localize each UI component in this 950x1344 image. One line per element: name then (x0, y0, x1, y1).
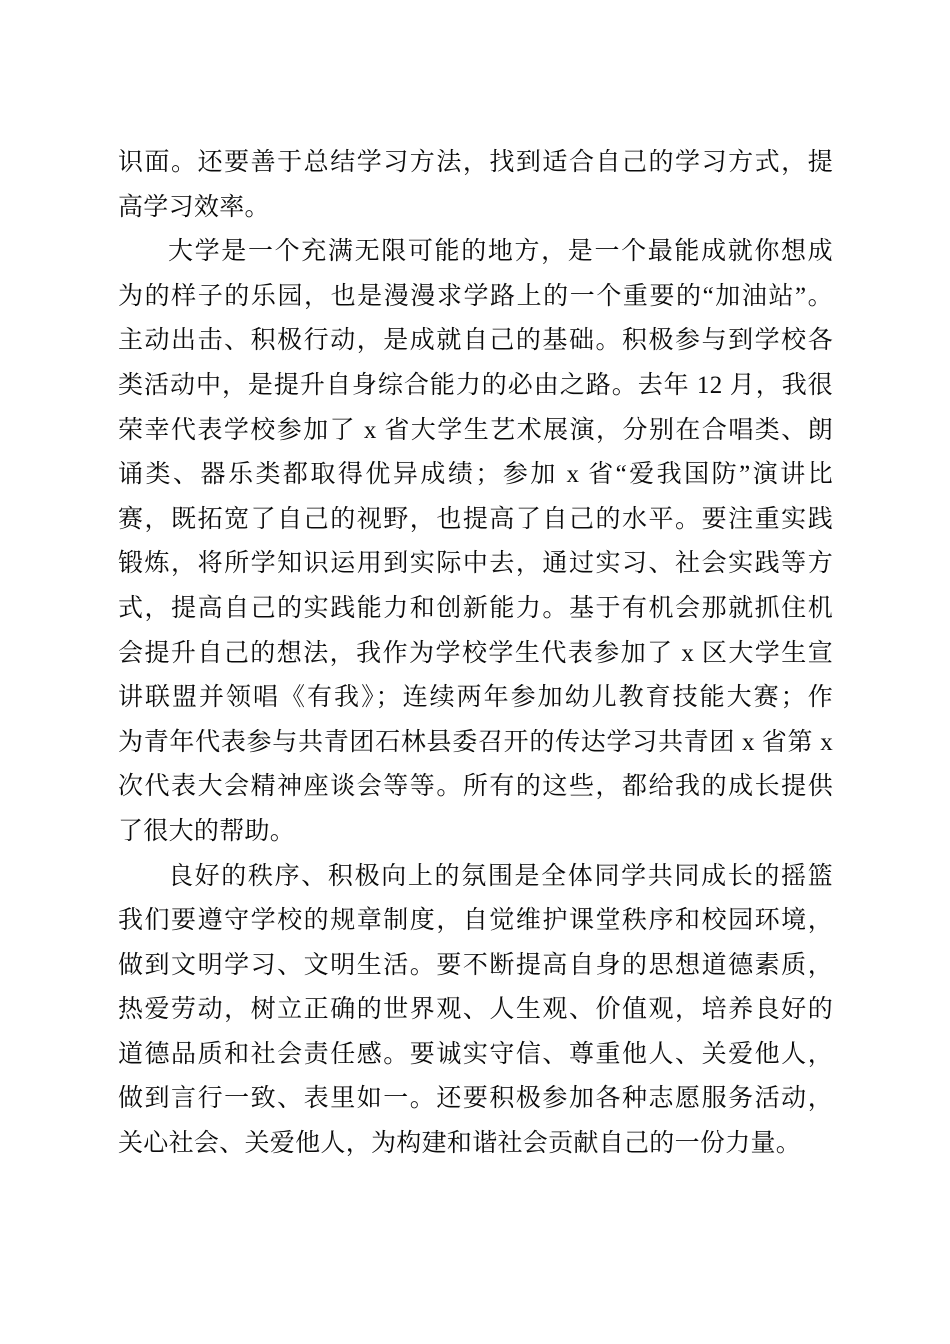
text-line: 为青年代表参与共青团石林县委召开的传达学习共青团 x 省第 x (118, 728, 833, 756)
text-line: 为的样子的乐园，也是漫漫求学路上的一个重要的“加油站”。 (118, 282, 833, 310)
text-line: 讲联盟并领唱《有我》；连续两年参加幼儿教育技能大赛；作 (118, 684, 833, 712)
text-line: 高学习效率。 (118, 193, 270, 221)
text-line: 热爱劳动，树立正确的世界观、人生观、价值观，培养良好的 (118, 996, 833, 1024)
text-line: 荣幸代表学校参加了 x 省大学生艺术展演，分别在合唱类、朗 (118, 416, 833, 444)
paragraph (118, 141, 833, 230)
text-line: 主动出击、积极行动，是成就自己的基础。积极参与到学校各 (118, 327, 833, 355)
text-line: 式，提高自己的实践能力和创新能力。基于有机会那就抓住机 (118, 594, 833, 622)
text-line: 大学是一个充满无限可能的地方，是一个最能成就你想成 (168, 238, 833, 266)
text-line: 诵类、器乐类都取得优异成绩；参加 x 省“爱我国防”演讲比 (118, 461, 833, 489)
text-line: 关心社会、关爱他人，为构建和谐社会贡献自己的一份力量。 (118, 1130, 802, 1158)
text-line: 良好的秩序、积极向上的氛围是全体同学共同成长的摇篮 (168, 862, 833, 890)
document-text-block (118, 141, 833, 1167)
text-line: 了很大的帮助。 (118, 817, 296, 845)
text-line: 做到文明学习、文明生活。要不断提高自身的思想道德素质， (118, 951, 833, 979)
paragraph (118, 855, 833, 1167)
text-line: 类活动中，是提升自身综合能力的必由之路。去年 12 月，我很 (118, 371, 833, 399)
text-line: 会提升自己的想法，我作为学校学生代表参加了 x 区大学生宣 (118, 639, 833, 667)
text-line: 赛，既拓宽了自己的视野，也提高了自己的水平。要注重实践 (118, 505, 833, 533)
text-line: 锻炼，将所学知识运用到实际中去，通过实习、社会实践等方 (118, 550, 833, 578)
text-line: 做到言行一致、表里如一。还要积极参加各种志愿服务活动， (118, 1085, 833, 1113)
text-line: 识面。还要善于总结学习方法，找到适合自己的学习方式，提 (118, 149, 833, 176)
text-line: 道德品质和社会责任感。要诚实守信、尊重他人、关爱他人， (118, 1040, 833, 1068)
text-line: 次代表大会精神座谈会等等。所有的这些，都给我的成长提供 (118, 773, 833, 801)
paragraph (118, 230, 833, 854)
text-line: 我们要遵守学校的规章制度，自觉维护课堂秩序和校园环境， (118, 907, 833, 935)
